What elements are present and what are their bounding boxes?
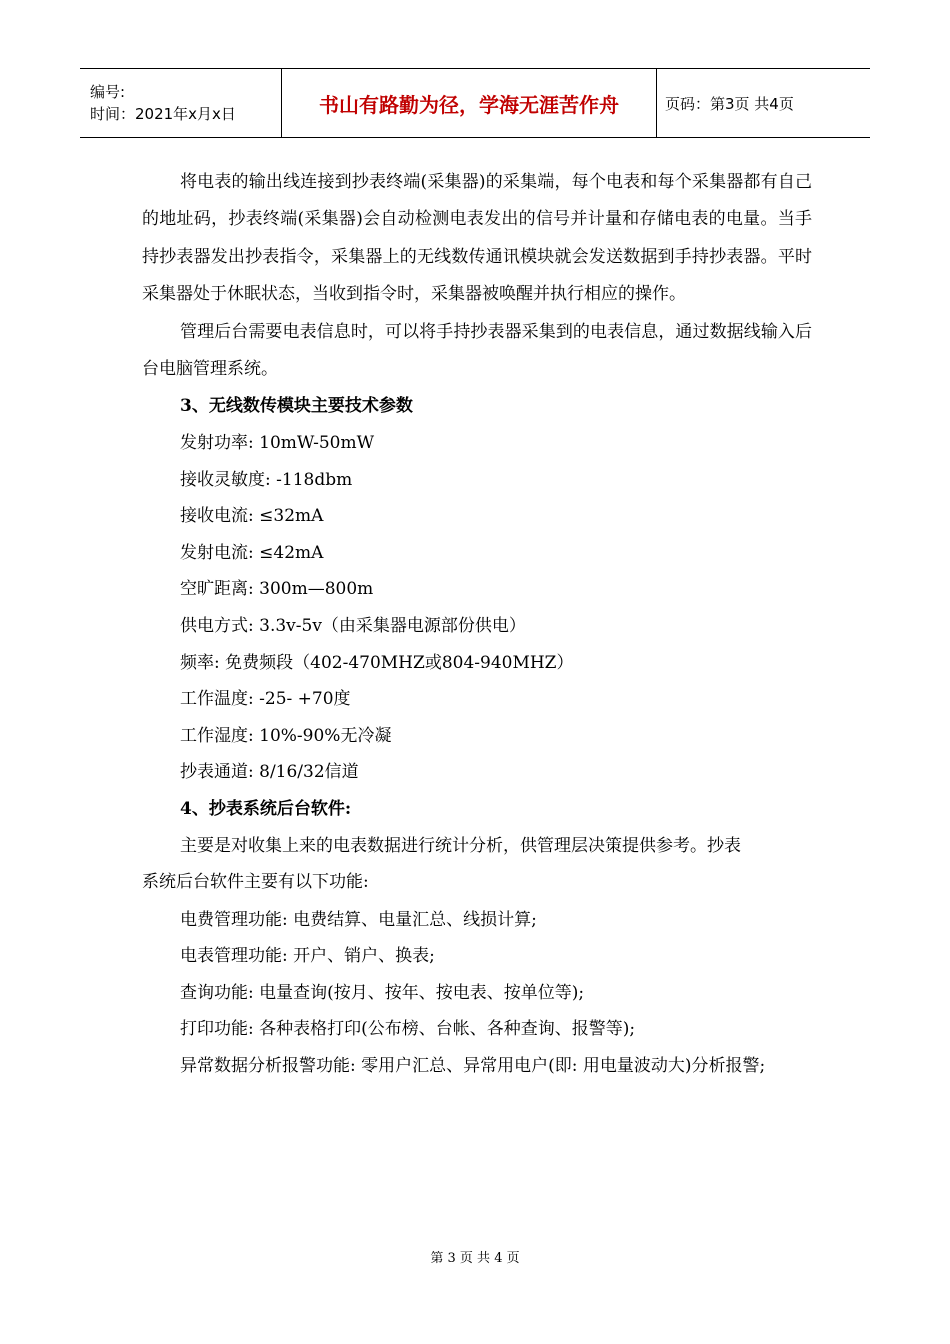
spec-item: 接收灵敏度: -118dbm [180,469,353,490]
function-item: 查询功能: 电量查询(按月、按年、按电表、按单位等); [180,982,585,1003]
document-time: 时间：2021年x月x日 [90,105,236,123]
paragraph-software-functions-intro: 系统后台软件主要有以下功能: [142,872,369,893]
spec-item: 工作湿度: 10%-90%无冷凝 [180,725,392,746]
function-item: 打印功能: 各种表格打印(公布榜、台帐、各种查询、报警等); [180,1019,636,1040]
header-meta-cell [80,69,282,137]
function-item-anomaly: 异常数据分析报警功能: 零用户汇总、异常用电户(即: 用电量波动大)分析报警; [180,1055,766,1076]
paragraph-software-intro: 主要是对收集上来的电表数据进行统计分析，供管理层决策提供参考。抄表 [180,835,741,856]
spec-item: 空旷距离: 300m—800m [180,579,374,600]
function-item: 电表管理功能: 开户、销户、换表; [180,946,435,967]
spec-item: 接收电流: ≤32mA [180,506,324,527]
document-number-label: 编号: [90,83,126,101]
paragraph-data-collection: 将电表的输出线连接到抄表终端(采集器)的采集端，每个电表和每个采集器都有自己的地址码，抄表终端(采集器)会自动检测电表发出的信号并计量和存储电表的电量。当手持抄表器发出抄表指令，采集器上的无线数传通讯模块就会发送数据到手持抄表器。平时采集器处于休眠状态，当收到指令时，采集器被唤醒并执行相应的操作。 [142,172,812,305]
page-header [80,68,870,138]
footer-page-number: 第 3 页 共 4 页 [430,1251,520,1266]
function-item: 电费管理功能: 电费结算、电量汇总、线损计算; [180,909,537,930]
header-page-cell [657,69,870,137]
spec-item: 频率: 免费频段（402-470MHZ或804-940MHZ） [180,652,574,673]
spec-item: 发射功率: 10mW-50mW [180,433,375,454]
header-motto-cell [282,69,657,137]
header-page-info: 页码：第3页 共4页 [665,94,794,113]
spec-item: 抄表通道: 8/16/32信道 [180,762,359,783]
spec-item: 工作温度: -25- +70度 [180,689,351,710]
section-heading-4: 4、抄表系统后台软件: [180,798,352,819]
header-motto: 书山有路勤为径，学海无涯苦作舟 [319,92,619,117]
spec-item: 供电方式: 3.3v-5v（由采集器电源部份供电） [180,616,526,636]
document-body [142,164,812,1085]
spec-item: 发射电流: ≤42mA [180,542,324,563]
section-heading-3: 3、无线数传模块主要技术参数 [180,396,413,417]
page-footer [0,1247,950,1266]
paragraph-backend-management: 管理后台需要电表信息时，可以将手持抄表器采集到的电表信息，通过数据线输入后台电脑管理系统。 [142,321,812,380]
